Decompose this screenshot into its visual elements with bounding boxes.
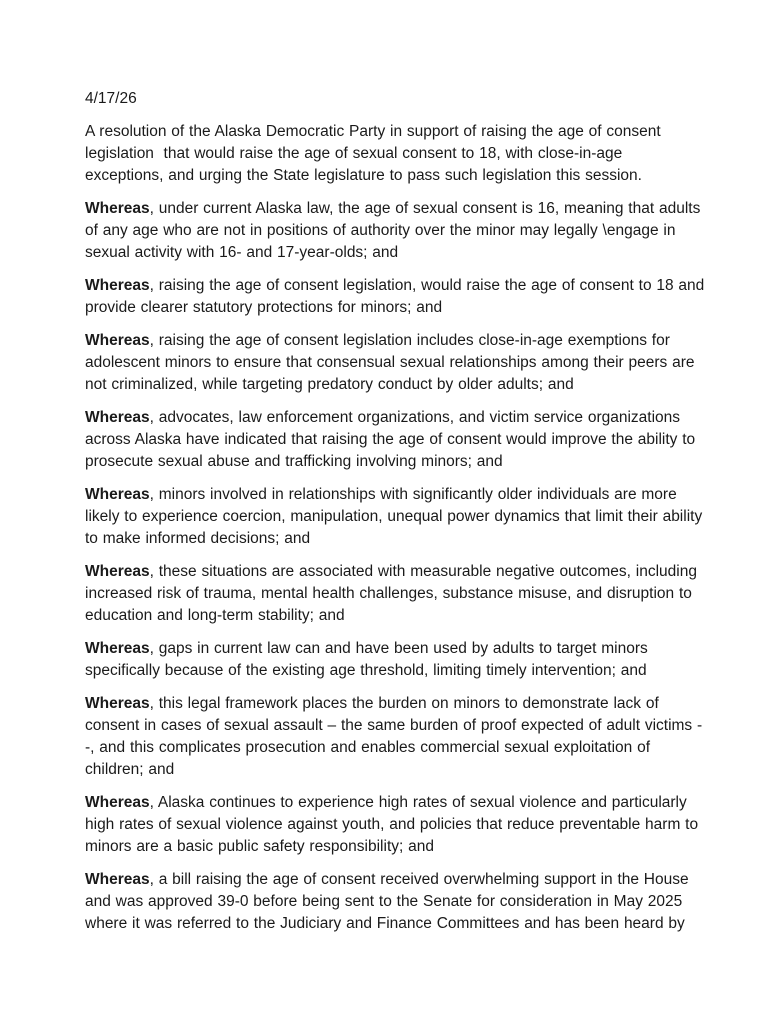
whereas-text: , raising the age of consent legislation includes close-in-age exemptions for adolescent minors to ensure that consensual sexual relationships among their peers are not criminalized, while targeting predatory conduct by older adults; and [85,332,700,393]
whereas-lead: Whereas [85,486,150,503]
document-date: 4/17/26 [85,90,137,107]
whereas-paragraph [85,407,705,473]
whereas-text: , a bill raising the age of consent received overwhelming support in the House and was approved 39-0 before being sent to the Senate for consideration in May 2025 where it was referred to the Judiciary and Finance Committees and has been heard by [85,871,694,932]
whereas-lead: Whereas [85,794,150,811]
whereas-lead: Whereas [85,563,150,580]
whereas-lead: Whereas [85,640,150,657]
whereas-lead: Whereas [85,695,150,712]
document-content [85,88,710,935]
whereas-text: , minors involved in relationships with significantly older individuals are more likely to experience coercion, manipulation, unequal power dynamics that limit their ability to make informed decisions; and [85,486,708,547]
whereas-text: , advocates, law enforcement organizations, and victim service organizations across Alaska have indicated that raising the age of consent would improve the ability to prosecute sexual abuse and trafficking involving minors; and [85,409,700,470]
whereas-paragraph [85,330,705,396]
whereas-text: , gaps in current law can and have been used by adults to target minors specifically because of the existing age threshold, limiting timely intervention; and [85,640,653,679]
whereas-paragraph [85,792,705,858]
whereas-paragraph [85,198,705,264]
whereas-paragraph [85,638,705,682]
whereas-paragraph [85,561,705,627]
whereas-lead: Whereas [85,409,150,426]
whereas-text: , these situations are associated with measurable negative outcomes, including increased risk of trauma, mental health challenges, substance misuse, and disruption to education and long-term stability; and [85,563,702,624]
resolution-intro: A resolution of the Alaska Democratic Party in support of raising the age of consent legislation that would raise the age of sexual consent to 18, with close-in-age exceptions, and urging the State legislature to pass such legislation this session. [85,123,666,184]
whereas-lead: Whereas [85,871,150,888]
whereas-lead: Whereas [85,332,150,349]
whereas-text: , Alaska continues to experience high rates of sexual violence and particularly high rates of sexual violence against youth, and policies that reduce preventable harm to minors are a basic public safety responsibility; and [85,794,703,855]
whereas-lead: Whereas [85,200,150,217]
whereas-paragraph [85,693,705,781]
whereas-paragraph [85,869,705,935]
whereas-lead: Whereas [85,277,150,294]
whereas-paragraph [85,275,710,319]
whereas-text: , this legal framework places the burden on minors to demonstrate lack of consent in cases of sexual assault – the same burden of proof expected of adult victims --, and this complicates prosecution and enables commercial sexual exploitation of children; and [85,695,703,778]
whereas-text: , raising the age of consent legislation, would raise the age of consent to 18 and provide clearer statutory protections for minors; and [85,277,710,316]
whereas-text: , under current Alaska law, the age of sexual consent is 16, meaning that adults of any age who are not in positions of authority over the minor may legally \engage in sexual activity with 16- and 17-year-olds; and [85,200,706,261]
whereas-paragraph [85,484,708,550]
